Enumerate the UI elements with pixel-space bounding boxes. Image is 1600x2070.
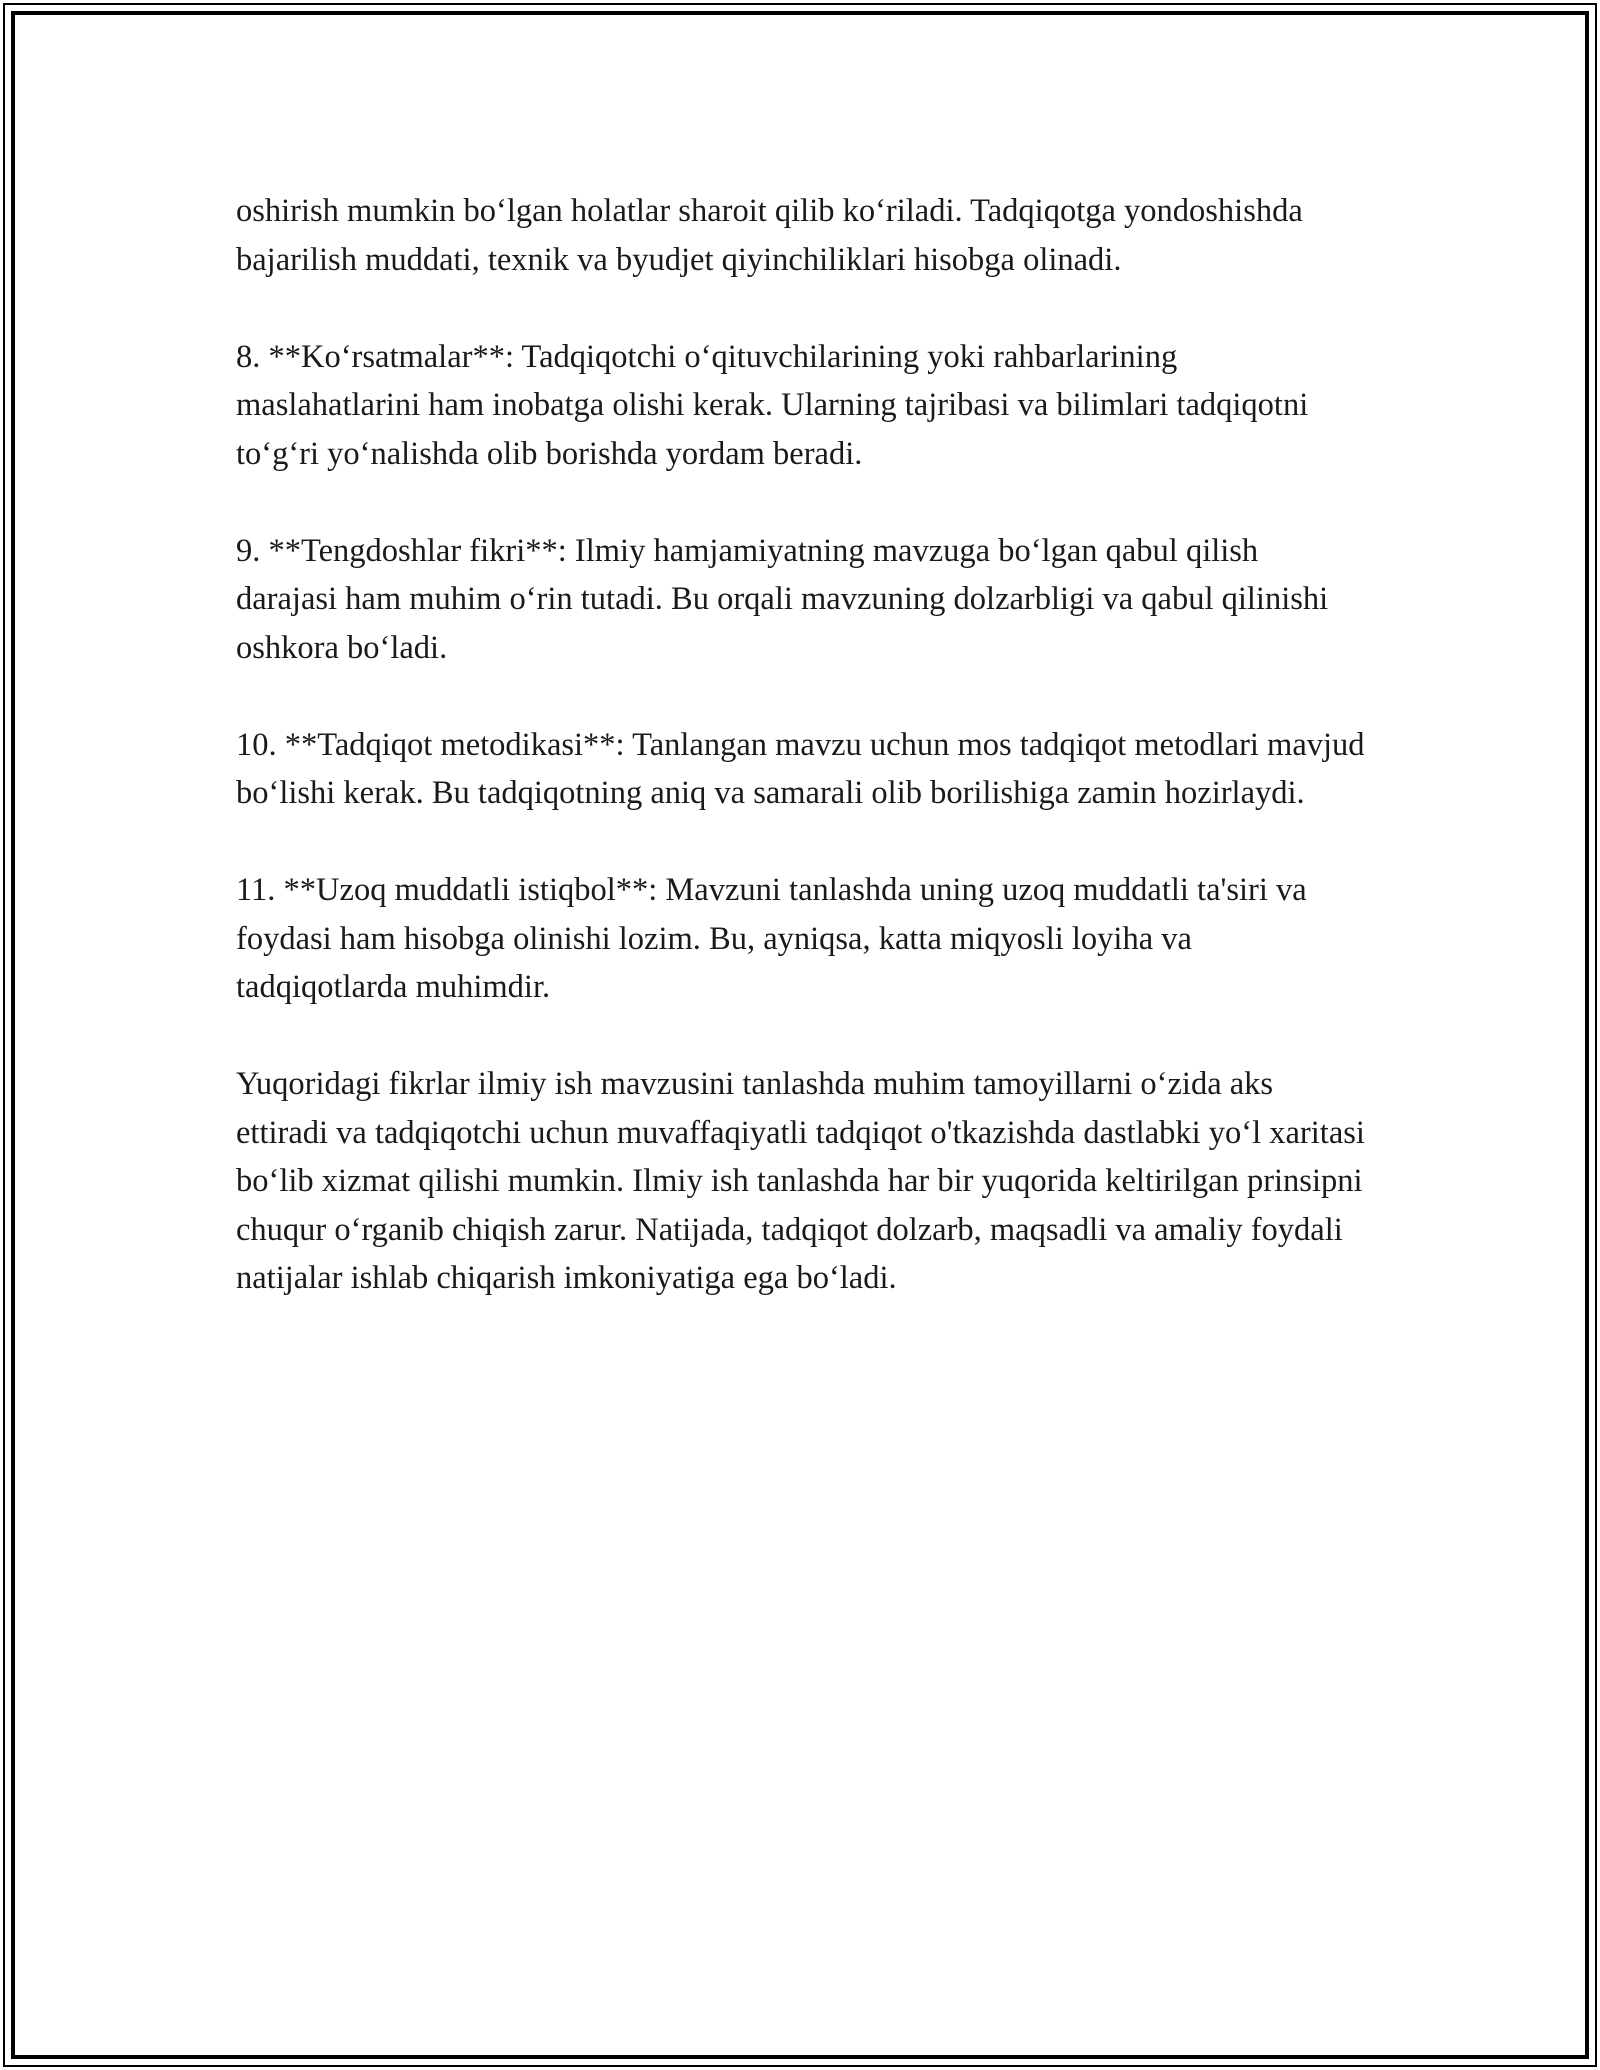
paragraph-item-9: 9. **Tengdoshlar fikri**: Ilmiy hamjamiyatning mavzuga bo‘lgan qabul qilish darajasi ham muhim o‘rin tutadi. Bu orqali mavzuning dolzarbligi va qabul qilinishi oshkora bo‘ladi.: [236, 532, 1329, 666]
paragraph-item-8: 8. **Ko‘rsatmalar**: Tadqiqotchi o‘qituvchilarining yoki rahbarlarining maslahatlarini ham inobatga olishi kerak. Ularning tajribasi va bilimlari tadqiqotni to‘g‘ri yo‘nalishda olib borishda yordam beradi.: [236, 338, 1309, 472]
paragraph-conclusion: Yuqoridagi fikrlar ilmiy ish mavzusini tanlashda muhim tamoyillarni o‘zida aks ettiradi va tadqiqotchi uchun muvaffaqiyatli tadqiqot o'tkazishda dastlabki yo‘l xaritasi bo‘lib xizmat qilishi mumkin. Ilmiy ish tanlashda har bir yuqorida keltirilgan prinsipni chuqur o‘rganib chiqish zarur. Natijada, tadqiqot dolzarb, maqsadli va amaliy foydali natijalar ishlab chiqarish imkoniyatiga ega bo‘ladi.: [236, 1066, 1365, 1296]
paragraph-item-10: 10. **Tadqiqot metodikasi**: Tanlangan mavzu uchun mos tadqiqot metodlari mavjud bo‘lishi kerak. Bu tadqiqotning aniq va samarali olib borilishiga zamin hozirlaydi.: [236, 726, 1365, 811]
paragraph-continuation: oshirish mumkin bo‘lgan holatlar sharoit qilib ko‘riladi. Tadqiqotga yondoshishda bajarilish muddati, texnik va byudjet qiyinchiliklari hisobga olinadi.: [236, 193, 1303, 278]
document-body: [236, 187, 1366, 1303]
paragraph-item-11: 11. **Uzoq muddatli istiqbol**: Mavzuni tanlashda uning uzoq muddatli ta'siri va foydasi ham hisobga olinishi lozim. Bu, ayniqsa, katta miqyosli loyiha va tadqiqotlarda muhimdir.: [236, 872, 1307, 1005]
